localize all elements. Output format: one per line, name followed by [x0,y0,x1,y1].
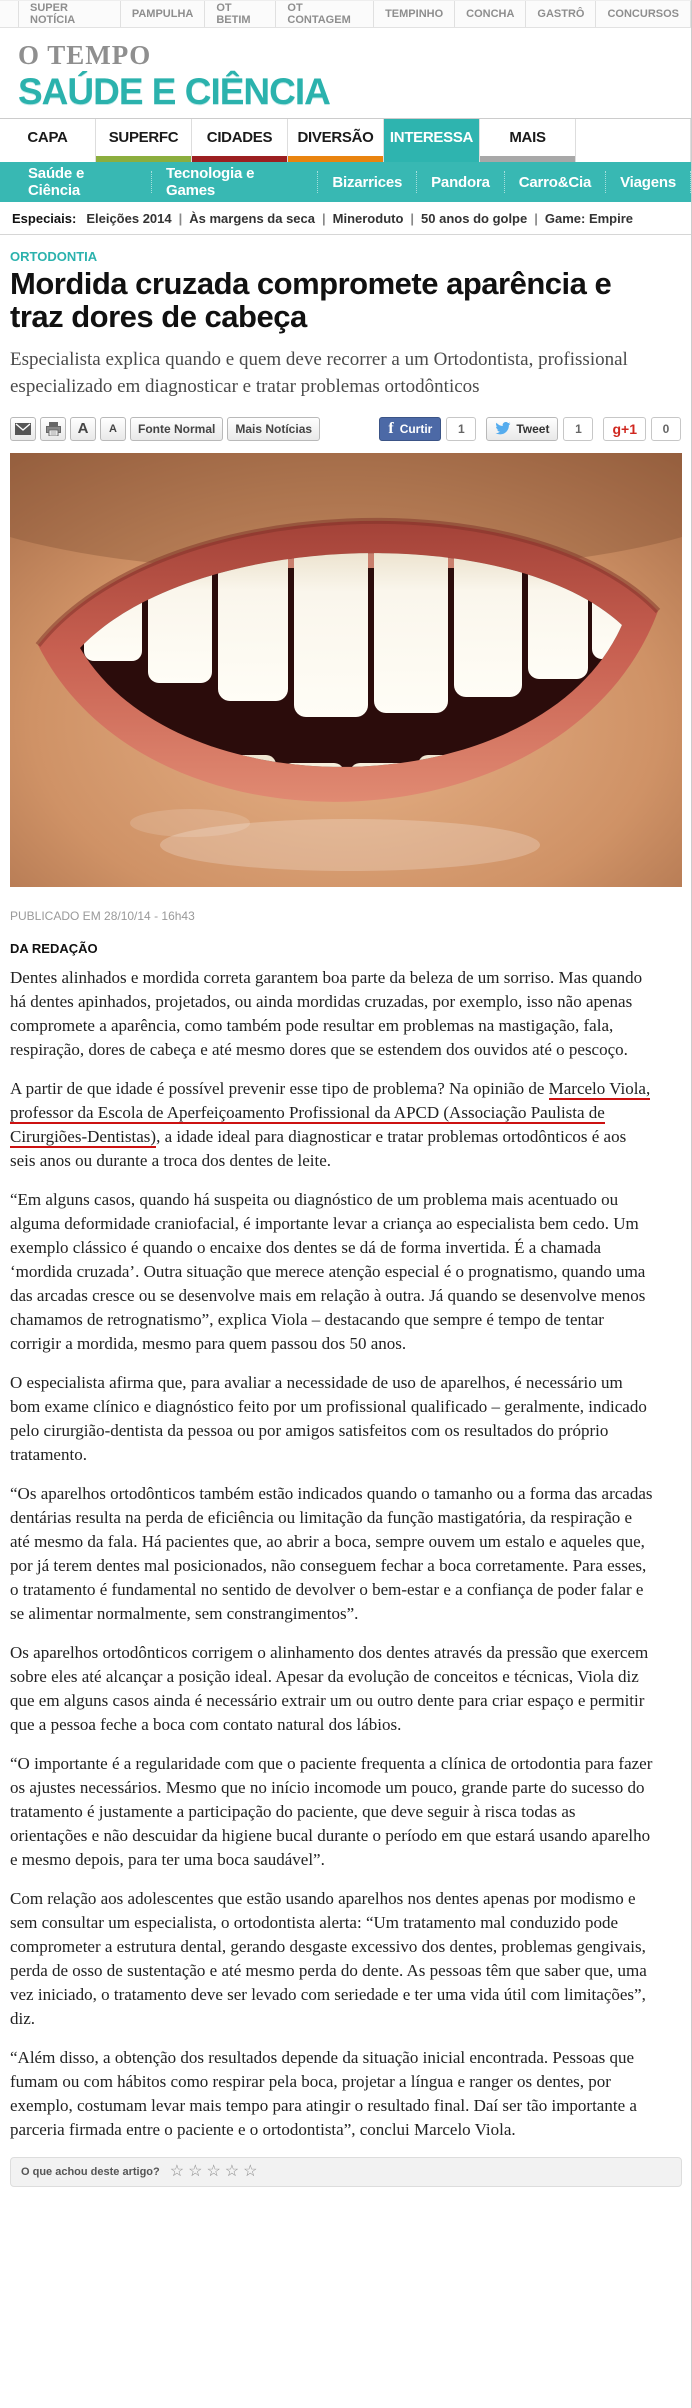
tweet-label: Tweet [516,421,550,436]
published-date: PUBLICADO EM 28/10/14 - 16h43 [10,908,195,923]
tab-capa-strip [0,156,95,162]
font-increase-button[interactable] [70,417,96,441]
paragraph: O especialista afirma que, para avaliar a necessidade de uso de aparelhos, é necessário um bom exame clínico e diagnóstico feito por um profissional qualificado – geralmente, indicado pelo cirurgião-dentista da pessoa ou por amigos satisfeitos com os resultados do próprio tratamento. [10,1372,647,1464]
topnav-super-noticia[interactable]: SUPER NOTÍCIA [18,1,121,27]
tab-cidades-strip [192,156,287,162]
topnav-concursos[interactable]: CONCURSOS [596,1,691,27]
star-icon[interactable]: ☆ [169,2162,185,2180]
tab-interessa[interactable] [384,119,480,162]
article-image [10,453,682,887]
mais-noticias-button[interactable]: Mais Notícias [227,417,320,441]
twitter-bird-icon [495,422,511,435]
email-button[interactable] [10,417,36,441]
paragraph: Com relação aos adolescentes que estão usando aparelhos nos dentes apenas por modismo e sem consultar um especialista, o ortodontista alerta: “Um tratamento mal conduzido pode comprometer a estrutura dental, gerando desgaste excessivo dos dentes, problemas gengivais, perda de osso de sustentação e até mesmo perda do dente. As pessoas têm que saber que, uma vez iniciado, o tratamento deve ser levado com seriedade e ter uma vida útil com limitações”, diz. [10,1888,647,2028]
paragraph: Os aparelhos ortodônticos corrigem o alinhamento dos dentes através da pressão que exercem sobre eles até alcançar a posição ideal. Apesar da evolução de conceitos e técnicas, Viola diz que em alguns casos ainda é necessário extrair um ou outro dente para criar espaço e permitir que a pessoa feche a boca com contato natural dos lábios. [10,1642,649,1734]
marcelo-viola-link[interactable]: Marcelo Viola, professor da Escola de Aperfeiçoamento Profissional da APCD (Associação Paulista de Cirurgiões-Dentistas) [10,1078,651,1146]
especiais-bar [0,202,691,235]
fonte-normal-button[interactable]: Fonte Normal [130,417,223,441]
paragraph [10,1077,655,1173]
paragraph: “O importante é a regularidade com que o paciente frequenta a clínica de ortodontia para fazer os ajustes necessários. Mesmo que no início incomode um pouco, grande parte do sucesso do tratamento é justamente a participação do paciente, que deve seguir à risca todas as orientações e não descuidar da higiene bucal durante o período em que estará usando aparelho e mesmo depois, para ter uma boca saudável”. [10,1753,653,1869]
tab-mais-strip [480,156,575,162]
interessa-subnav [0,162,691,202]
article [0,235,691,2187]
article-toolbar [10,415,681,443]
topnav-ot-betim[interactable]: OT BETIM [205,1,276,27]
article-category[interactable]: ORTODONTIA [10,249,98,264]
top-utility-nav [0,0,691,28]
tab-mais-label: MAIS [509,129,546,147]
separator: | [534,210,538,226]
subnav-pandora[interactable]: Pandora [417,171,505,193]
google-plus-icon: g+1 [612,420,637,437]
separator: | [322,210,326,226]
star-icon[interactable]: ☆ [206,2162,221,2180]
envelope-icon [15,423,31,435]
print-button[interactable] [40,417,66,441]
subnav-carro-cia[interactable]: Carro&Cia [505,171,606,193]
masthead [0,28,691,110]
google-plus-one-button[interactable] [603,417,646,441]
separator: | [178,210,183,226]
article-title: Mordida cruzada compromete aparência e traz dores de cabeça [10,266,612,334]
tab-capa-label: CAPA [27,129,68,147]
tab-cidades-label: CIDADES [206,129,273,147]
facebook-like-button[interactable] [379,417,441,441]
facebook-like-label: Curtir [399,421,433,436]
byline: DA REDAÇÃO [10,940,98,956]
tab-diversao-label: DIVERSÃO [297,129,374,147]
especial-as-margens-da-seca[interactable]: Às margens da seca [189,210,315,226]
star-icon[interactable]: ☆ [224,2162,240,2180]
printer-icon [46,422,61,436]
main-nav-tabs [0,118,691,162]
tab-diversao-strip [288,156,383,162]
paragraph-text: , a idade ideal para diagnosticar e tratar problemas ortodônticos é aos seis anos ou durante a troca dos dentes de leite. [10,1126,627,1170]
especial-eleicoes-2014[interactable]: Eleições 2014 [86,210,172,226]
topnav-pampulha[interactable]: PAMPULHA [121,1,206,27]
tweet-button[interactable] [486,417,558,441]
topnav-ot-contagem[interactable]: OT CONTAGEM [276,1,374,27]
otempo-logo[interactable]: O TEMPO [18,40,152,70]
section-title: SAÚDE E CIÊNCIA [18,71,330,112]
rating-widget [10,2157,682,2187]
facebook-like-count: 1 [446,417,476,441]
subnav-saude-e-ciencia[interactable]: Saúde e Ciência [14,171,152,193]
tab-interessa-strip [384,156,479,162]
font-decrease-button[interactable] [100,417,126,441]
subnav-bizarrices[interactable]: Bizarrices [318,171,417,193]
paragraph: “Além disso, a obtenção dos resultados depende da situação inicial encontrada. Pessoas que fumam ou com hábitos como respirar pela boca, projetar a língua e ranger os dentes, por exemplo, costumam levar mais tempo para atingir o resultado final. Daí ser tão importante a parceria firmada entre o paciente e o ortodontista”, conclui Marcelo Viola. [10,2047,637,2139]
especiais-label: Especiais: [12,210,77,226]
font-increase-label: A [77,420,89,438]
subnav-tecnologia-e-games[interactable]: Tecnologia e Games [152,171,318,193]
tab-superfc-strip [96,156,191,162]
tab-diversao[interactable] [288,119,384,162]
rating-question: O que achou deste artigo? [21,2165,160,2178]
subnav-viagens[interactable]: Viagens [606,171,691,193]
topnav-concha[interactable]: CONCHA [455,1,526,27]
topnav-tempinho[interactable]: TEMPINHO [374,1,455,27]
paragraph: “Os aparelhos ortodônticos também estão indicados quando o tamanho ou a forma das arcadas dentárias resulta na perda de eficiência ou limitação da função mastigatória, da respiração e até mesmo da fala. Há pacientes que, ao abrir a boca, sempre ouvem um estalo e aqueles que, por já terem dentes mal posicionados, não conseguem fechar a boca corretamente. Para esses, o tratamento é fundamental no sentido de devolver o bem-estar e a confiança de poder falar e se alimentar normalmente, sem constrangimentos”. [10,1483,653,1623]
tab-superfc[interactable] [96,119,192,162]
separator: | [410,210,415,226]
tab-interessa-label: INTERESSA [389,129,474,147]
tabs-filler [576,119,691,162]
article-body [10,966,655,2142]
star-icon[interactable]: ☆ [243,2162,258,2180]
tab-superfc-label: SUPERFC [108,129,179,147]
paragraph: Dentes alinhados e mordida correta garantem boa parte da beleza de um sorriso. Mas quando há dentes apinhados, projetados, ou ainda mordidas cruzadas, por exemplo, isso não apenas compromete a aparência, como também pode resultar em problemas na mastigação, fala, respiração, dores de cabeça e até mesmo dores que se estendem dos ouvidos até o pescoço. [10,967,643,1059]
paragraph-text: A partir de que idade é possível prevenir esse tipo de problema? Na opinião de [10,1078,549,1098]
especial-mineroduto[interactable]: Mineroduto [332,210,404,226]
tab-mais[interactable] [480,119,576,162]
tab-capa[interactable] [0,119,96,162]
google-plus-count: 0 [651,417,681,441]
especial-50-anos-do-golpe[interactable]: 50 anos do golpe [421,210,528,226]
tweet-count: 1 [563,417,593,441]
especial-game-empire[interactable]: Game: Empire [544,210,634,226]
facebook-icon: f [388,419,394,437]
font-decrease-label: A [109,422,117,435]
paragraph: “Em alguns casos, quando há suspeita ou diagnóstico de um problema mais acentuado ou alguma deformidade craniofacial, é importante levar a criança ao especialista bem cedo. Um exemplo clássico é quando o encaixe dos dentes se dá de forma invertida. É a chamada ‘mordida cruzada’. Outra situação que merece atenção especial é o prognatismo, quando uma das arcadas cresce ou se desenvolve mais em relação à outra. Já quando se desenvolve menos chamamos de retrognatismo”, explica Viola – destacando que sempre é tempo de tentar corrigir a mordida, mesmo para quem passou dos 50 anos. [10,1189,646,1353]
topnav-gastro[interactable]: GASTRÔ [526,1,596,27]
tab-cidades[interactable] [192,119,288,162]
article-subtitle: Especialista explica quando e quem deve recorrer a um Ortodontista, profissional especializado em diagnosticar e tratar problemas ortodônticos [10,348,628,398]
star-icon[interactable]: ☆ [188,2162,203,2180]
